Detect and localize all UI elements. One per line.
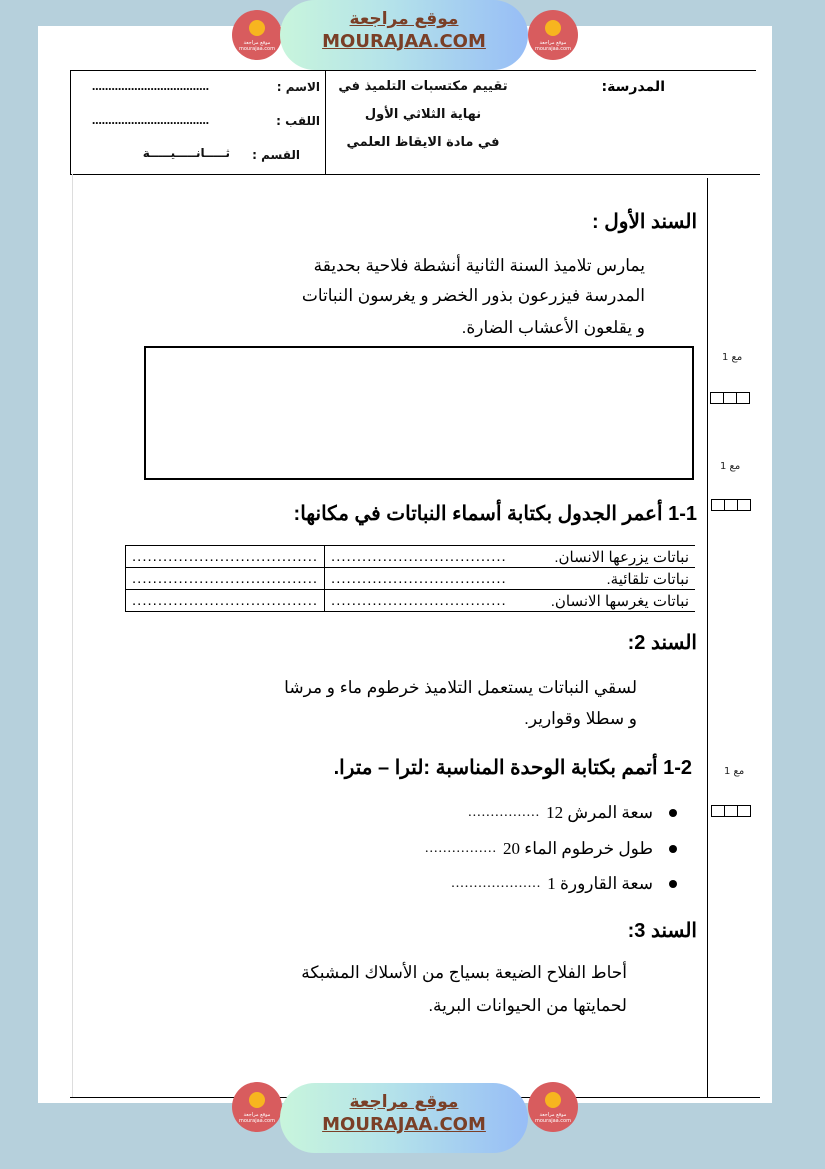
table-row xyxy=(126,590,696,612)
answer-cell[interactable]: .................................. xyxy=(325,590,513,612)
sanad2-line-1: لسقي النباتات يستعمل التلاميذ خرطوم ماء و مرشا xyxy=(284,678,637,697)
badge-text: موقع مراجعة mourajaa.com xyxy=(534,40,571,52)
table-row xyxy=(126,546,696,568)
answer-cell[interactable]: .................................... xyxy=(126,568,325,590)
watermark-badge-right xyxy=(528,10,578,60)
logo-icon xyxy=(545,1092,561,1108)
watermark-banner-bottom[interactable] xyxy=(280,1083,528,1153)
logo-icon xyxy=(249,1092,265,1108)
answer-cell[interactable]: .................................. xyxy=(325,546,513,568)
sanad1-line-3: و يقلعون الأعشاب الضارة. xyxy=(461,318,645,337)
exam-title-line-2: نهاية الثلاثي الأول xyxy=(364,107,482,122)
score-boxes-3[interactable] xyxy=(711,805,751,817)
watermark-banner-top[interactable] xyxy=(280,0,528,70)
score-boxes-1[interactable] xyxy=(710,392,750,404)
class-label: القسم : xyxy=(252,148,300,162)
badge-text: موقع مراجعة mourajaa.com xyxy=(238,1112,275,1124)
watermark-latin: MOURAJAA.COM xyxy=(322,1114,486,1135)
plants-table xyxy=(125,545,695,612)
score-label-3: مع 1 xyxy=(724,766,745,777)
header-left-border xyxy=(70,70,71,174)
score-label-2: مع 1 xyxy=(720,461,741,472)
watermark-arabic: موقع مراجعة xyxy=(349,9,459,29)
score-label-1: مع 1 xyxy=(722,352,743,363)
list-item: طول خرطوم الماء 20 ................ xyxy=(425,839,677,859)
question-1-1-heading: 1-1 أعمر الجدول بكتابة أسماء النباتات في مكانها: xyxy=(293,503,697,525)
logo-icon xyxy=(249,20,265,36)
body-left-border xyxy=(72,174,73,1098)
list-item: سعة المرش 12 ................ xyxy=(468,803,677,823)
sanad1-line-1: يمارس تلاميذ السنة الثانية أنشطة فلاحية بحديقة xyxy=(313,256,645,275)
question-1-2-heading: 1-2 أتمم بكتابة الوحدة المناسبة :لترا – مترا. xyxy=(333,757,692,779)
header-bottom-border xyxy=(70,174,760,175)
score-boxes-2[interactable] xyxy=(711,499,751,511)
sanad2-heading: السند 2: xyxy=(627,632,697,654)
sanad3-heading: السند 3: xyxy=(627,920,697,942)
watermark-latin: MOURAJAA.COM xyxy=(322,31,486,52)
list-item: سعة القارورة 1 .................... xyxy=(451,874,677,894)
answer-cell[interactable]: .................................... xyxy=(126,590,325,612)
answer-cell[interactable]: .................................. xyxy=(325,568,513,590)
score-column-divider xyxy=(707,178,708,1098)
surname-field[interactable]: .................................... xyxy=(92,112,209,127)
sanad2-line-2: و سطلا وقوارير. xyxy=(524,709,637,728)
answer-blank[interactable]: .................... xyxy=(451,876,542,891)
name-label: الاسم : xyxy=(276,80,320,94)
watermark-badge-right xyxy=(528,1082,578,1132)
logo-icon xyxy=(545,20,561,36)
answer-blank[interactable]: ................ xyxy=(424,841,497,856)
bullet-icon xyxy=(669,845,677,853)
header-top-border xyxy=(70,70,756,71)
row-label: نباتات يزرعها الانسان. xyxy=(513,546,695,568)
drawing-answer-box[interactable] xyxy=(144,346,694,480)
bullet-icon xyxy=(669,880,677,888)
name-field[interactable]: .................................... xyxy=(92,78,209,93)
sanad3-line-1: أحاط الفلاح الضيعة بسياج من الأسلاك المشبكة xyxy=(301,963,627,982)
answer-cell[interactable]: .................................... xyxy=(126,546,325,568)
badge-text: موقع مراجعة mourajaa.com xyxy=(238,40,275,52)
sanad1-heading: السند الأول : xyxy=(592,211,697,233)
row-label: نباتات يغرسها الانسان. xyxy=(513,590,695,612)
exam-title-line-3: في مادة الايقاظ العلمي xyxy=(346,135,500,150)
badge-text: موقع مراجعة mourajaa.com xyxy=(534,1112,571,1124)
sanad3-line-2: لحمايتها من الحيوانات البرية. xyxy=(428,996,627,1015)
watermark-badge-left xyxy=(232,1082,282,1132)
class-value: ثـــــانـــــيـــــة xyxy=(142,146,230,160)
surname-label: اللقب : xyxy=(276,114,320,128)
watermark-arabic: موقع مراجعة xyxy=(349,1092,459,1112)
watermark-badge-left xyxy=(232,10,282,60)
row-label: نباتات تلقائية. xyxy=(513,568,695,590)
school-label: المدرسة: xyxy=(601,79,665,95)
exam-title-line-1: تقييم مكتسبات التلميذ في xyxy=(338,79,508,94)
answer-blank[interactable]: ................ xyxy=(468,805,541,820)
bullet-icon xyxy=(669,809,677,817)
table-row xyxy=(126,568,696,590)
sanad1-line-2: المدرسة فيزرعون بذور الخضر و يغرسون النباتات xyxy=(301,286,645,305)
